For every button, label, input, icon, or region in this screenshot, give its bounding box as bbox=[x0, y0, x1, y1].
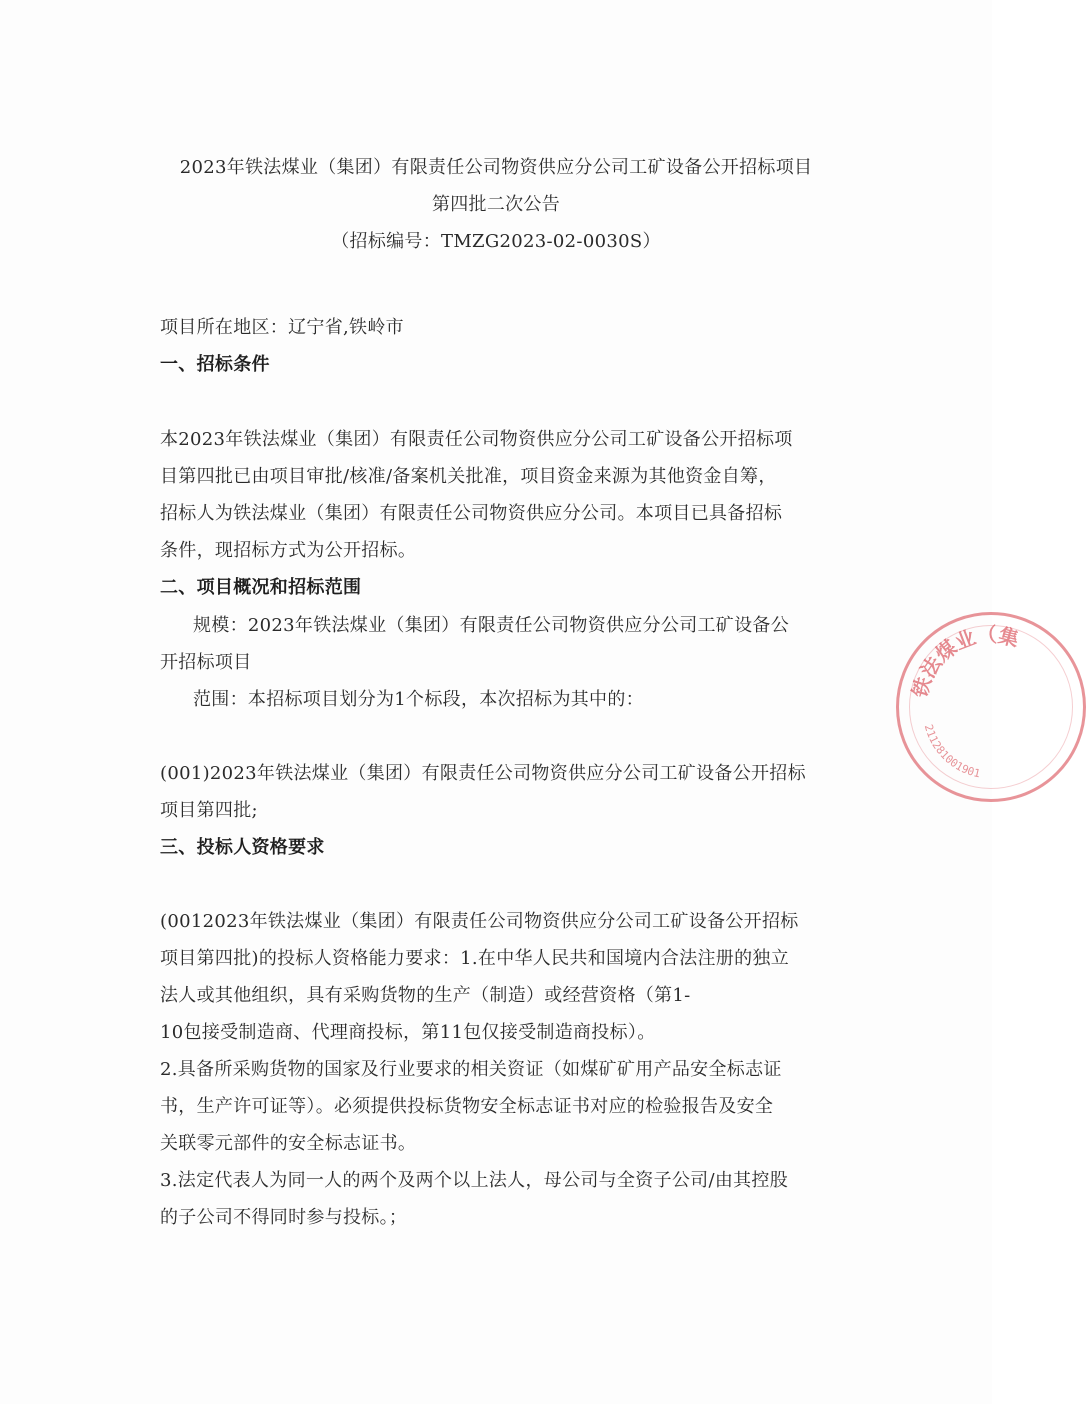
section-3-line: 法人或其他组织，具有采购货物的生产（制造）或经营资格（第1- bbox=[160, 985, 691, 1006]
lot-line-2: 项目第四批; bbox=[160, 800, 258, 821]
section-1-line: 条件，现招标方式为公开招标。 bbox=[160, 540, 417, 561]
section-3-line: 书，生产许可证等）。必须提供投标货物安全标志证书对应的检验报告及安全 bbox=[160, 1096, 774, 1117]
section-1-line: 本2023年铁法煤业（集团）有限责任公司物资供应分公司工矿设备公开招标项 bbox=[160, 429, 793, 450]
section-3-line: 3.法定代表人为同一人的两个及两个以上法人，母公司与全资子公司/由其控股 bbox=[160, 1170, 789, 1191]
lot-line-1: (001)2023年铁法煤业（集团）有限责任公司物资供应分公司工矿设备公开招标 bbox=[160, 763, 806, 784]
project-location: 项目所在地区：辽宁省,铁岭市 bbox=[160, 317, 404, 338]
section-3-line: 的子公司不得同时参与投标。； bbox=[160, 1207, 408, 1228]
section-2-heading: 二、项目概况和招标范围 bbox=[160, 577, 362, 598]
section-3-line: 项目第四批)的投标人资格能力要求：1.在中华人民共和国境内合法注册的独立 bbox=[160, 948, 789, 969]
section-3-line: 10包接受制造商、代理商投标，第11包仅接受制造商投标）。 bbox=[160, 1022, 656, 1043]
scale-line-2: 开招标项目 bbox=[160, 652, 252, 673]
section-1-line: 目第四批已由项目审批/核准/备案机关批准，项目资金来源为其他资金自筹， bbox=[160, 466, 777, 487]
tender-number: （招标编号：TMZG2023-02-0030S） bbox=[331, 231, 661, 252]
section-3-line: 关联零元部件的安全标志证书。 bbox=[160, 1133, 417, 1154]
seal-lettering bbox=[896, 612, 1086, 802]
section-3-heading: 三、投标人资格要求 bbox=[160, 837, 325, 858]
title-line-2: 第四批二次公告 bbox=[431, 194, 561, 215]
scale-line-1: 规模：2023年铁法煤业（集团）有限责任公司物资供应分公司工矿设备公 bbox=[193, 615, 790, 636]
svg-text:铁法煤业（集: 铁法煤业（集 bbox=[907, 622, 1022, 701]
section-3-line: (0012023年铁法煤业（集团）有限责任公司物资供应分公司工矿设备公开招标 bbox=[160, 911, 799, 932]
section-3-line: 2.具备所采购货物的国家及行业要求的相关资证（如煤矿矿用产品安全标志证 bbox=[160, 1059, 782, 1080]
range-line: 范围：本招标项目划分为1个标段，本次招标为其中的： bbox=[193, 689, 644, 710]
section-1-line: 招标人为铁法煤业（集团）有限责任公司物资供应分公司。本项目已具备招标 bbox=[160, 503, 783, 524]
section-1-heading: 一、招标条件 bbox=[160, 354, 270, 375]
title-line-1: 2023年铁法煤业（集团）有限责任公司物资供应分公司工矿设备公开招标项目 bbox=[179, 157, 813, 178]
company-seal bbox=[896, 612, 1086, 802]
svg-text:211281001901: 211281001901 bbox=[921, 722, 982, 781]
